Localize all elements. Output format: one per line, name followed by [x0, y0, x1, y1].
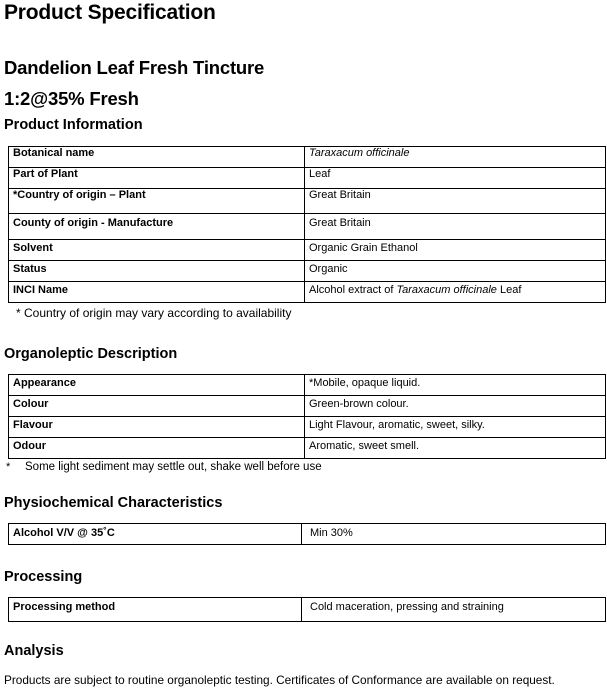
row-label: Colour [9, 396, 305, 417]
processing-table [8, 597, 606, 622]
row-label: Part of Plant [9, 168, 305, 189]
row-label: Alcohol V/V @ 35˚C [9, 524, 302, 545]
table-row [9, 240, 606, 261]
row-value: Cold maceration, pressing and straining [302, 598, 606, 622]
table-row [9, 417, 606, 438]
row-value [305, 147, 606, 168]
table-row [9, 282, 606, 303]
row-value [305, 282, 606, 303]
product-information-table [8, 146, 606, 303]
row-value: Great Britain [305, 214, 606, 240]
inci-italic: Taraxacum officinale [396, 284, 497, 296]
analysis-text: Products are subject to routine organoleptic testing. Certificates of Conformance are available on request. [4, 673, 555, 687]
country-note: * Country of origin may vary according to availability [16, 306, 292, 320]
physiochemical-heading: Physiochemical Characteristics [4, 495, 223, 511]
row-value: Organic Grain Ethanol [305, 240, 606, 261]
table-row [9, 189, 606, 214]
row-label: Appearance [9, 375, 305, 396]
organoleptic-table [8, 374, 606, 459]
product-name: Dandelion Leaf Fresh Tincture [4, 57, 265, 78]
row-value: Min 30% [302, 524, 606, 545]
physiochemical-table [8, 523, 606, 545]
row-value: Aromatic, sweet smell. [305, 438, 606, 459]
table-row [9, 147, 606, 168]
sediment-note: Some light sediment may settle out, shake well before use [25, 461, 322, 473]
row-label: Status [9, 261, 305, 282]
botanical-name-value: Taraxacum officinale [309, 147, 410, 159]
row-label: INCI Name [9, 282, 305, 303]
row-label: County of origin - Manufacture [9, 214, 305, 240]
table-row [9, 598, 606, 622]
table-row [9, 214, 606, 240]
row-label: Botanical name [9, 147, 305, 168]
table-row [9, 524, 606, 545]
table-row [9, 396, 606, 417]
inci-suffix: Leaf [496, 284, 522, 296]
row-value: Leaf [305, 168, 606, 189]
table-row [9, 261, 606, 282]
product-ratio: 1:2@35% Fresh [4, 88, 139, 109]
row-value: Light Flavour, aromatic, sweet, silky. [305, 417, 606, 438]
processing-heading: Processing [4, 569, 83, 585]
row-value: Organic [305, 261, 606, 282]
row-value: Great Britain [305, 189, 606, 214]
sediment-note-bullet: * [6, 461, 11, 473]
page-title: Product Specification [4, 1, 216, 24]
row-label: *Country of origin – Plant [9, 189, 305, 214]
table-row [9, 375, 606, 396]
product-information-heading: Product Information [4, 117, 143, 133]
row-label: Solvent [9, 240, 305, 261]
table-row [9, 438, 606, 459]
row-value: *Mobile, opaque liquid. [305, 375, 606, 396]
inci-prefix: Alcohol extract of [309, 284, 397, 296]
row-label: Flavour [9, 417, 305, 438]
row-value: Green-brown colour. [305, 396, 606, 417]
analysis-heading: Analysis [4, 643, 64, 659]
table-row [9, 168, 606, 189]
row-label: Odour [9, 438, 305, 459]
row-label: Processing method [9, 598, 302, 622]
organoleptic-heading: Organoleptic Description [4, 346, 178, 362]
